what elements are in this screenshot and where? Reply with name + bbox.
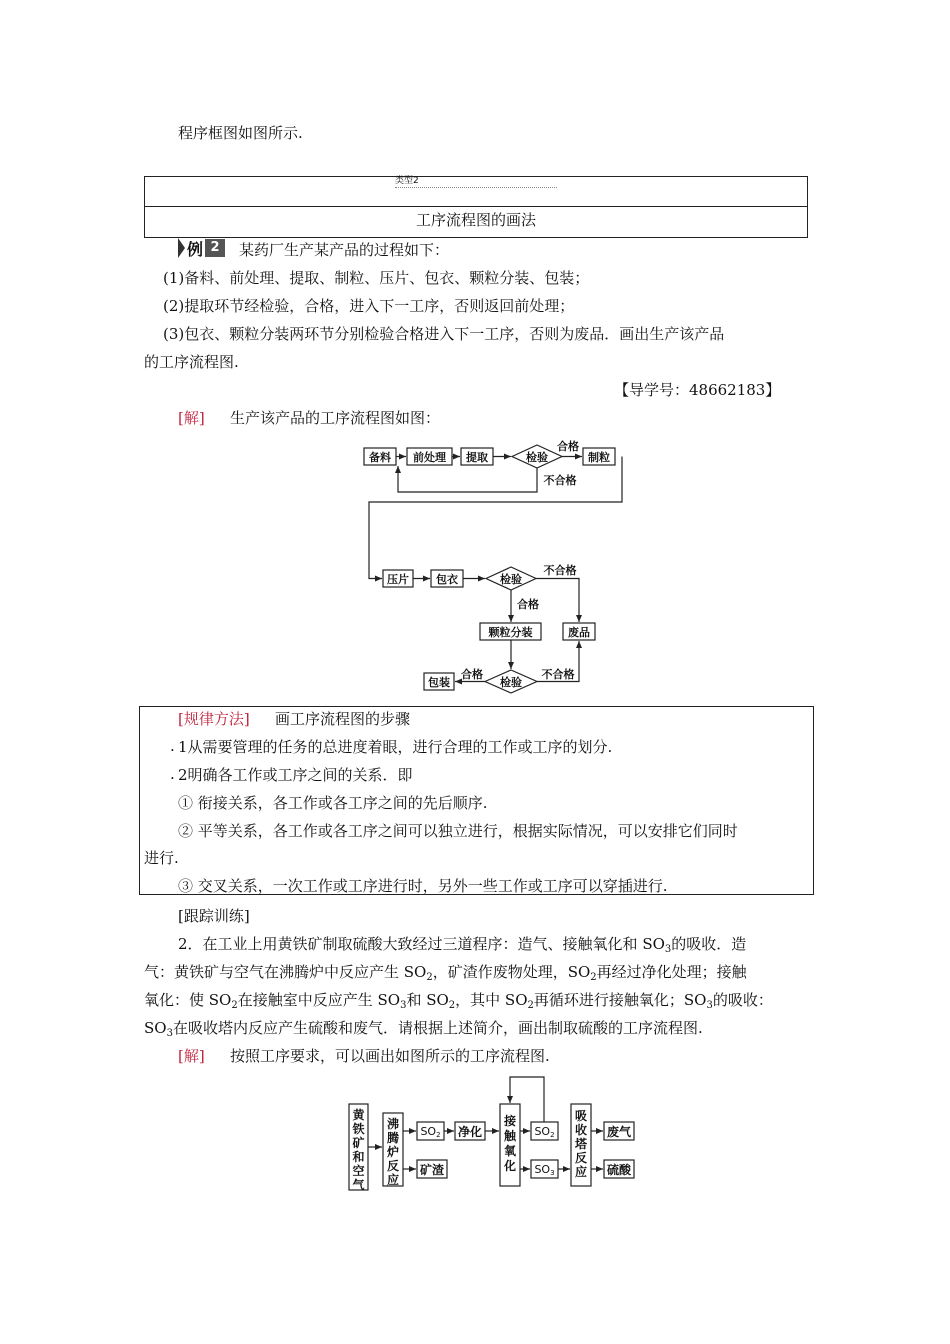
label-jinghua: 净化 — [457, 1125, 483, 1139]
label-jianyan-1: 检验 — [526, 451, 548, 464]
v2-4: 应 — [386, 1173, 400, 1187]
solution2-tag: [解] — [178, 1047, 205, 1065]
edge-label-hege-3: 合格 — [461, 668, 483, 681]
label-yapian: 压片 — [387, 573, 409, 586]
label-so3: SO3 — [534, 1163, 555, 1177]
edge-label-buhege-2: 不合格 — [543, 564, 577, 577]
training-question-line-4: $SO_3$在吸收塔内反应产生硫酸和废气．请根据上述简介，画出制取硫酸的工序流程图. — [144, 1019, 703, 1039]
type-box-divider — [145, 206, 807, 207]
edge-zhili-yapian — [369, 457, 622, 579]
example-item-1: (1)备料、前处理、提取、制粒、压片、包衣、颗粒分装、包装； — [163, 269, 590, 287]
label-feiqi: 废气 — [606, 1125, 632, 1139]
v1-3: 和 — [352, 1150, 365, 1164]
label-liusuan: 硫酸 — [606, 1163, 632, 1177]
method-title: 画工序流程图的步骤 — [275, 710, 411, 728]
v1-0: 黄 — [352, 1108, 365, 1122]
method-point-5: ③ 交叉关系，一次工作或工序进行时，另外一些工作或工序可以穿插进行. — [178, 877, 668, 895]
solution-text: 生产该产品的工序流程图如图： — [230, 409, 441, 427]
training-title: [跟踪训练] — [178, 907, 250, 925]
label-qianchuli: 前处理 — [413, 451, 446, 464]
example-item-3: (3)包衣、颗粒分装两环节分别检验合格进入下一工序，否则为废品．画出生产该产品 — [163, 325, 725, 343]
solution2-text: 按照工序要求，可以画出如图所示的工序流程图. — [230, 1047, 550, 1065]
v2-1: 腾 — [386, 1131, 400, 1145]
v2-0: 沸 — [386, 1117, 400, 1131]
v3-3: 化 — [503, 1159, 517, 1173]
type-title: 工序流程图的画法 — [415, 211, 536, 229]
v4-1: 收 — [574, 1123, 588, 1137]
example-item-2: (2)提取环节经检验，合格，进入下一工序，否则返回前处理； — [163, 297, 575, 315]
v2-3: 反 — [386, 1159, 400, 1173]
label-keli: 颗粒分装 — [488, 626, 533, 639]
example-number: 2 — [205, 239, 225, 257]
method-point-1: 1从需要管理的任务的总进度着眼，进行合理的工作或工序的划分. — [178, 738, 613, 756]
label-tiqu: 提取 — [466, 451, 488, 464]
example-badge — [178, 238, 225, 258]
v4-0: 吸 — [574, 1109, 588, 1123]
label-baozhuang: 包装 — [428, 676, 450, 689]
edge-label-buhege-1: 不合格 — [543, 474, 577, 487]
label-kuangzha: 矿渣 — [419, 1163, 445, 1177]
edge-label-hege-1: 合格 — [557, 440, 579, 453]
method-point-2: 2明确各工作或工序之间的关系．即 — [178, 766, 413, 784]
v4-2: 塔 — [574, 1137, 588, 1151]
label-baoyi: 包衣 — [436, 573, 458, 586]
v1-2: 矿 — [352, 1136, 365, 1150]
intro-line: 程序框图如图所示. — [178, 124, 303, 142]
method-point-4: ② 平等关系，各工作或各工序之间可以独立进行，根据实际情况，可以安排它们同时 — [178, 822, 738, 840]
sulfuric-acid-flowchart — [340, 1073, 640, 1195]
label-so2-b: SO2 — [534, 1125, 555, 1139]
solution-tag: [解] — [178, 409, 205, 427]
triangle-icon — [178, 238, 185, 258]
v1-4: 空 — [352, 1164, 365, 1178]
v3-2: 氧 — [503, 1144, 517, 1158]
edge-buhege-return — [398, 466, 537, 492]
method-tag: [规律方法] — [178, 710, 250, 728]
example-word: 例 — [187, 239, 204, 259]
reference-number: 【导学号：48662183】 — [614, 381, 781, 399]
edge-label-hege-2: 合格 — [517, 598, 539, 611]
label-so2-a: SO2 — [420, 1125, 441, 1139]
method-point-4-cont: 进行. — [144, 849, 179, 867]
type-tag: 类型2 — [395, 176, 557, 188]
edge-buhege-feipin — [536, 579, 579, 623]
label-jianyan-2: 检验 — [500, 573, 522, 586]
label-jianyan-3: 检验 — [500, 676, 522, 689]
method-point-3: ① 衔接关系，各工作或各工序之间的先后顺序. — [178, 794, 488, 812]
v3-0: 接 — [503, 1114, 517, 1128]
v4-3: 反 — [574, 1151, 588, 1165]
v1-5: 气 — [352, 1178, 365, 1192]
label-beiliao: 备料 — [369, 451, 391, 464]
example-stem: 某药厂生产某产品的过程如下： — [239, 241, 450, 259]
label-feipin: 废品 — [568, 626, 590, 639]
example-item-3-cont: 的工序流程图. — [144, 353, 239, 371]
training-question-line-3: 氧化：使 $SO_2$在接触室中反应产生 $SO_3$和 $SO_2$，其中 $SO_2$再循环进行接触氧化；$SO_3$的吸收： — [144, 991, 773, 1011]
method-bullet-dot-2: . — [170, 765, 175, 783]
edge-label-buhege-3: 不合格 — [541, 668, 575, 681]
v4-4: 应 — [574, 1165, 588, 1179]
production-flowchart — [355, 437, 635, 695]
section-type-box — [144, 176, 808, 238]
method-bullet-dot-1: . — [170, 737, 175, 755]
v1-1: 铁 — [352, 1122, 365, 1136]
v3-1: 触 — [503, 1129, 517, 1143]
v2-2: 炉 — [386, 1145, 400, 1159]
label-zhili: 制粒 — [588, 451, 610, 464]
training-question-line-2: 气：黄铁矿与空气在沸腾炉中反应产生 $SO_2$，矿渣作废物处理，$SO_2$再经过净化处理；接触 — [144, 963, 747, 983]
training-question-line-1: 2．在工业上用黄铁矿制取硫酸大致经过三道程序：造气、接触氧化和 $SO_3$的吸收．造 — [178, 935, 747, 955]
